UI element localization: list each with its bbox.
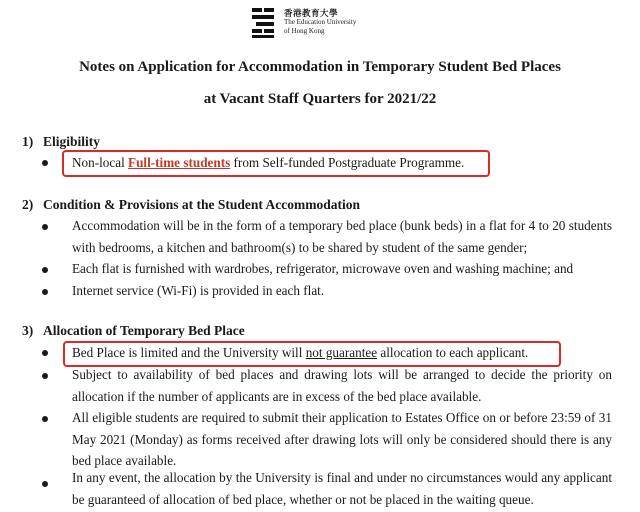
logo-english-name-line1: The Education University xyxy=(284,18,357,26)
bullet-icon xyxy=(42,160,48,166)
eligibility-item: Non-local Full-time students from Self-funded Postgraduate Programme. xyxy=(72,155,465,170)
logo-english-name-line2: of Hong Kong xyxy=(284,27,325,35)
bullet-icon xyxy=(42,224,48,230)
bullet-icon xyxy=(42,289,48,295)
condition-item-accommodation: Accommodation will be in the form of a temporary bed place (bunk beds) in a flat for 4 to 20 students with bedrooms, a kitchen and bathroom(s) to be shared by student of the same gender; xyxy=(72,218,612,255)
condition-item-internet: Internet service (Wi-Fi) is provided in each flat. xyxy=(72,283,325,298)
condition-item-furnished: Each flat is furnished with wardrobes, refrigerator, microwave oven and washing machine; and xyxy=(72,261,574,276)
allocation-item-limited: Bed Place is limited and the University will not guarantee allocation to each applicant. xyxy=(72,345,529,360)
eduhk-logo-icon xyxy=(252,8,278,38)
allocation-item-final: In any event, the allocation by the University is final and under no circumstances would any applicant be guaranteed of allocation of bed place, whether or not be placed in the waiting queue. xyxy=(72,470,612,507)
bullet-icon xyxy=(42,267,48,273)
full-time-students-emphasis: Full-time students xyxy=(128,155,231,170)
document-title-line1: Notes on Application for Accommodation in Temporary Student Bed Places xyxy=(79,59,561,75)
bullet-icon xyxy=(42,416,48,422)
bullet-icon xyxy=(42,373,48,379)
not-guarantee-emphasis: not guarantee xyxy=(305,345,378,360)
bullet-icon xyxy=(42,481,48,487)
section-heading-condition: 2) Condition & Provisions at the Student Accommodation xyxy=(22,197,361,212)
section-heading-eligibility: 1) Eligibility xyxy=(22,134,101,149)
bullet-icon xyxy=(42,350,48,356)
section-heading-allocation: 3) Allocation of Temporary Bed Place xyxy=(22,323,245,338)
logo-chinese-name: 香港教育大學 xyxy=(284,8,339,18)
allocation-item-deadline: All eligible students are required to submit their application to Estates Office on or before 23:59 of 31 May 2021 (Monday) as forms received after drawing lots will only be considered should there is any bed place available. xyxy=(72,410,612,468)
allocation-item-drawing-lots: Subject to availability of bed places and drawing lots will be arranged to decide the priority on allocation if the number of applicants are in excess of the bed place available. xyxy=(72,367,612,404)
document-title-line2: at Vacant Staff Quarters for 2021/22 xyxy=(203,91,437,107)
